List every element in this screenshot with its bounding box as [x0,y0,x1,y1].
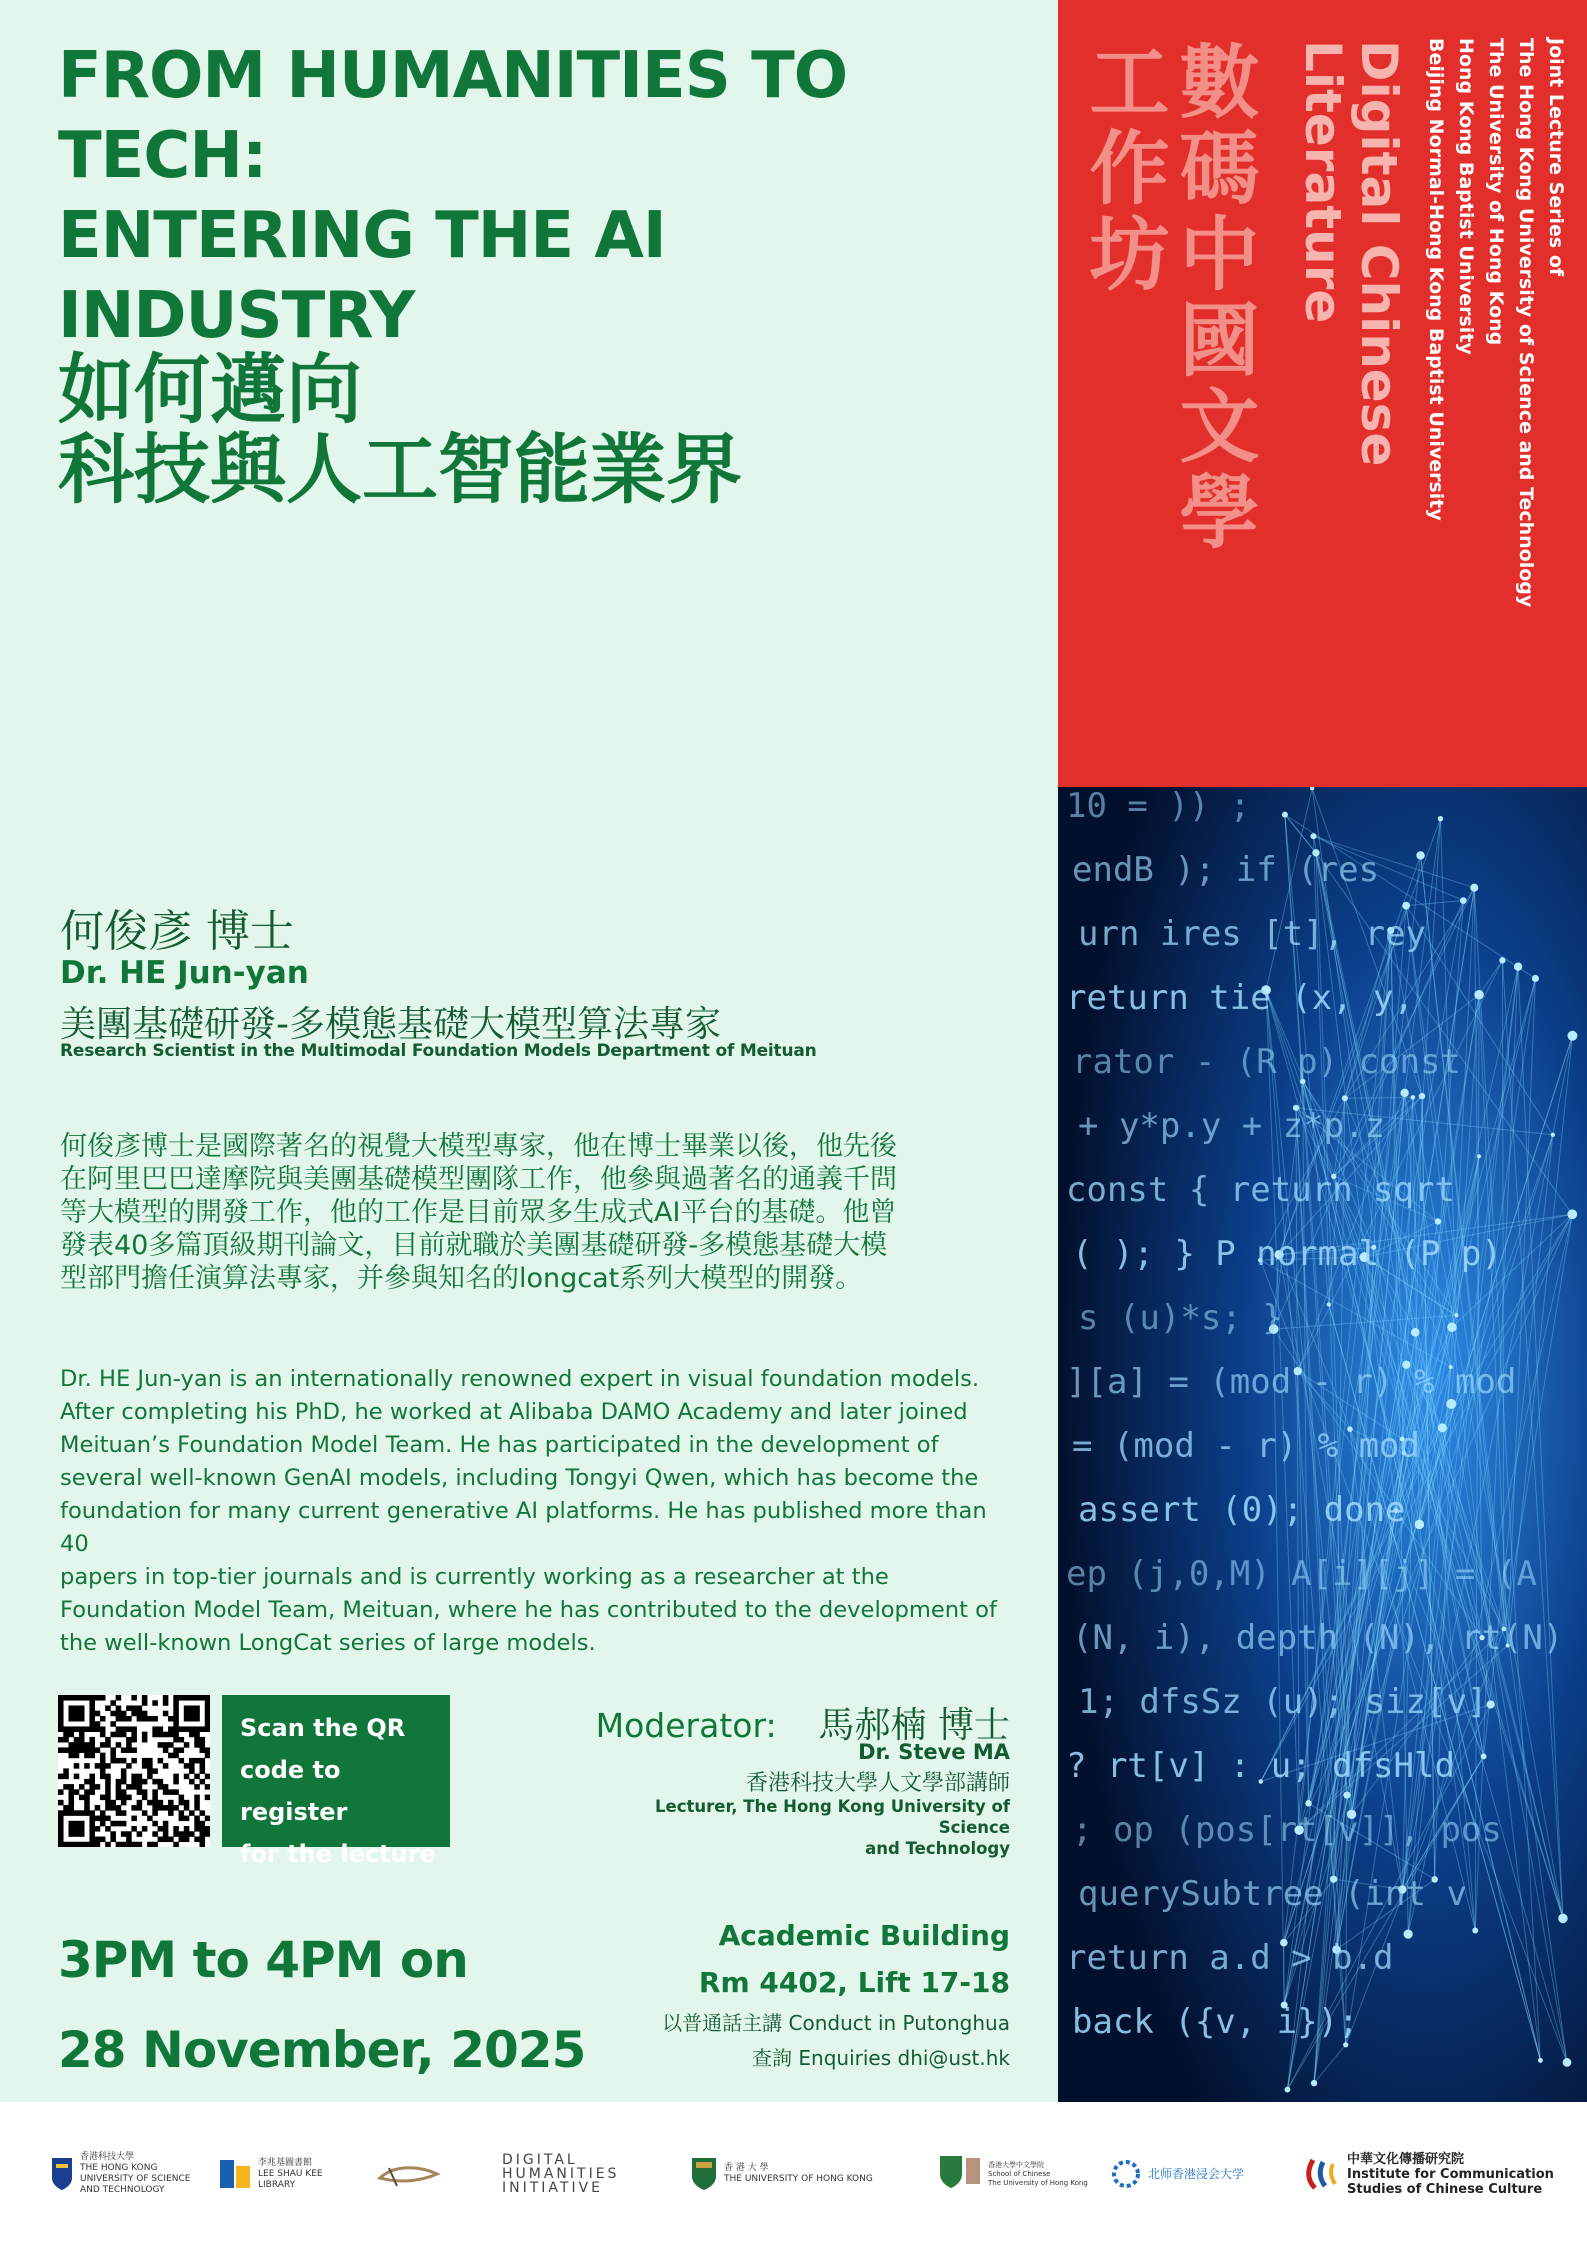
title-zh-line: 科技與人工智能業界 [58,425,742,514]
network-node [1416,851,1424,859]
bio-en-line: After completing his PhD, he worked at Alibaba DAMO Academy and later joined [60,1399,968,1425]
code-line: = (mod - r) % mod [1072,1426,1420,1466]
joint-lecture-series [1423,38,1569,758]
venue-room: Rm 4402, Lift 17-18 [698,1966,1010,1999]
code-network-image [1058,787,1587,2102]
joint-line: Joint Lecture Series of [1545,38,1567,277]
network-node [1343,1792,1350,1799]
bio-en-line: Meituan’s Foundation Model Team. He has participated in the development of [60,1432,939,1458]
network-node [1499,957,1505,963]
enquiries: 查詢 Enquiries dhi@ust.hk [752,2046,1010,2070]
hku-chinese-logo [938,2144,1088,2204]
joint-line: Hong Kong Baptist University [1455,38,1477,355]
bio-en-line: papers in top-tier journals and is currently working as a researcher at the [60,1564,889,1590]
speaker-name-en: Dr. HE Jun-yan [60,955,309,991]
bio-english [60,1363,1020,1660]
joint-line: The Hong Kong University of Science and Technology [1515,38,1537,608]
network-node [1477,1154,1481,1158]
code-line: querySubtree (int v [1078,1874,1467,1914]
event-venue [662,1912,1010,2076]
network-node [1567,1209,1577,1219]
library-book-icon [218,2156,252,2192]
bio-en-line: several well-known GenAI models, including Tongyi Qwen, which has become the [60,1465,979,1491]
library-logo [218,2144,323,2204]
code-line: const { return sqrt [1066,1170,1455,1210]
network-node [1411,1095,1416,1100]
bnbu-logo-text: 北师香港浸会大学 [1148,2166,1245,2181]
speaker-title-zh: 美團基礎研發-多模態基礎大模型算法專家 [60,1004,721,1045]
bio-zh-line: 型部門擔任演算法專家，并參與知名的longcat系列大模型的開發。 [60,1263,863,1294]
bio-zh-line: 在阿里巴巴達摩院與美團基礎模型團隊工作，他參與過著名的通義千問 [60,1164,897,1195]
network-node [1460,897,1467,904]
code-network-graphic [1058,787,1587,2102]
network-node [1411,1328,1420,1337]
icscc-logo [1305,2144,1587,2204]
code-line: ][a] = (mod - r) % mod [1066,1362,1517,1402]
network-node [1438,816,1443,821]
bio-en-line: foundation for many current generative AI platforms. He has published more than 40 [60,1498,987,1557]
network-node [1415,1520,1425,1530]
network-node [1311,2080,1317,2086]
network-node [1447,1323,1456,1332]
code-line: rator - (R p) const [1072,1042,1461,1082]
network-node [1310,833,1316,839]
hku-chinese-crest-icon [938,2154,982,2194]
network-node [1343,2042,1348,2047]
dcl-zh-line: 工作坊 [1076,40,1169,298]
network-node [1567,1031,1577,1041]
network-node [1481,1754,1487,1760]
code-line: ( ); } P normal (P p) [1072,1234,1502,1274]
network-node [1435,1218,1441,1224]
code-line: ; op (pos[rt[v]], pos [1072,1810,1502,1850]
event-time: 3PM to 4PM on [58,1931,468,1989]
joint-line: Beijing Normal-Hong Kong Baptist University [1425,38,1447,521]
title-en-line: TECH: [58,119,267,193]
library-logo-text: 李兆基圖書館 LEE SHAU KEE LIBRARY [258,2157,323,2190]
dcl-en-line: Literature [1294,40,1352,324]
registration-qr-code[interactable] [58,1695,210,1847]
title-en-line: INDUSTRY [58,279,415,353]
moderator-name-zh: 馬郝楠 博士 [818,1705,1010,1746]
moderator-name-en: Dr. Steve MA [858,1740,1010,1764]
hku-logo-text: 香 港 大 學 THE UNIVERSITY OF HONG KONG [724,2163,873,2184]
network-node [1551,1133,1555,1137]
dcl-en-line: Digital Chinese [1350,40,1408,467]
network-node [1342,1095,1348,1101]
partner-logos-footer [0,2102,1587,2245]
network-node [1327,1302,1331,1306]
language-note: 以普通話主講 Conduct in Putonghua [662,2011,1010,2035]
network-node [1419,1093,1425,1099]
bnbu-star-icon [1110,2158,1142,2190]
bio-zh-line: 何俊彥博士是國際著名的視覺大模型專家，他在博士畢業以後，他先後 [60,1131,897,1162]
bio-en-line: Dr. HE Jun-yan is an internationally renowned expert in visual foundation models. [60,1366,980,1392]
title-chinese [58,345,1058,514]
qr-line: Scan the QR [240,1714,406,1742]
fish-drawing-icon [375,2156,445,2192]
code-line: (N, i), depth (N), rt(N) [1072,1618,1564,1658]
dcl-zh-line: 數碼中國文學 [1166,40,1259,556]
hkust-crest-icon [50,2156,74,2192]
fish-logo [375,2144,445,2204]
network-node [1402,902,1410,910]
network-node [1558,1914,1568,1924]
bio-en-line: Foundation Model Team, Meituan, where he has contributed to the development of [60,1597,997,1623]
digital-chinese-literature-zh [1077,40,1257,556]
title-en-line: FROM HUMANITIES TO [58,39,848,113]
network-node [1403,1929,1412,1938]
dhi-logo-text: DIGITAL HUMANITIES INITIATIVE [502,2152,620,2196]
code-line: urn ires [t], rey [1078,914,1426,954]
dhi-logo [502,2144,619,2204]
code-line: + y*p.y + z*p.z [1078,1106,1386,1146]
hku-logo [690,2144,873,2204]
event-datetime [58,1915,585,2095]
network-node [1305,1800,1312,1807]
network-node [1454,1313,1458,1317]
hkust-logo-text: 香港科技大學 THE HONG KONG UNIVERSITY OF SCIENCE AND TECHNOLOGY [80,2152,191,2195]
qr-line: for the lecture [240,1840,436,1868]
moderator-label: Moderator: [595,1706,777,1745]
network-node [1538,2058,1543,2063]
qr-line: code to register [240,1756,348,1826]
code-line: assert (0); done [1078,1490,1406,1530]
network-node [1282,812,1288,818]
network-node [1487,1700,1495,1708]
bio-zh-line: 等大模型的開發工作，他的工作是目前眾多生成式AI平台的基礎。他曾 [60,1197,897,1228]
network-node [1285,2087,1291,2093]
qr-code-graphic [58,1695,210,1847]
bio-zh-line: 發表40多篇頂級期刊論文，目前就職於美團基礎研發-多模態基礎大模 [60,1230,888,1261]
network-node [1438,1423,1447,1432]
icscc-swirl-icon [1305,2156,1341,2192]
network-node [1514,963,1522,971]
moderator-title-en [590,1796,1010,1859]
code-line: 1; dfsSz (u); siz[v] [1078,1682,1488,1722]
code-line: endB ); if (res [1072,850,1380,890]
series-panel [1058,0,1587,787]
code-line: 10 = )) ; [1066,787,1251,826]
network-node [1474,990,1483,999]
code-line: return tie (x, y, [1066,978,1414,1018]
joint-line: The University of Hong Kong [1485,38,1507,346]
network-node [1532,975,1539,982]
hkust-logo [50,2144,190,2204]
moderator-title-zh: 香港科技大學人文學部講師 [745,1771,1010,1796]
moderator-title-en-line: and Technology [865,1839,1010,1858]
bnbu-logo [1110,2144,1244,2204]
network-node [1563,2058,1572,2067]
code-line: ep (j,0,M) A[i][j] = (A [1066,1554,1537,1594]
title-en-line: ENTERING THE AI [58,199,666,273]
title-zh-line: 如何邁向 [58,345,362,434]
code-line: return a.d > b.d [1066,1938,1394,1978]
code-line: ? rt[v] : u; dfsHld [1066,1746,1455,1786]
qr-instructions [222,1695,450,1868]
icscc-logo-text: 中華文化傳播研究院 Institute for Communication Studies of Chinese Culture [1347,2151,1554,2197]
code-line: back ({v, i}); [1072,2002,1359,2042]
speaker-title-en: Research Scientist in the Multimodal Foundation Models Department of Meituan [60,1041,817,1061]
network-node [1470,884,1478,892]
moderator-title-en-line: Lecturer, The Hong Kong University of Science [655,1797,1010,1837]
bio-en-line: the well-known LongCat series of large models. [60,1630,596,1656]
venue-building: Academic Building [718,1919,1010,1952]
network-node [1472,1928,1478,1934]
bio-chinese [60,1130,1020,1295]
event-date: 28 November, 2025 [58,2021,586,2079]
hku-chinese-logo-text: 香港大學中文學院 School of Chinese The University of Hong Kong [988,2160,1088,2187]
title-english [58,36,1058,356]
digital-chinese-literature-en [1295,40,1407,466]
hku-crest-icon [690,2156,718,2192]
speaker-name-zh: 何俊彥 博士 [60,906,294,957]
code-line: s (u)*s; } [1078,1298,1283,1338]
network-node [1400,1089,1408,1097]
